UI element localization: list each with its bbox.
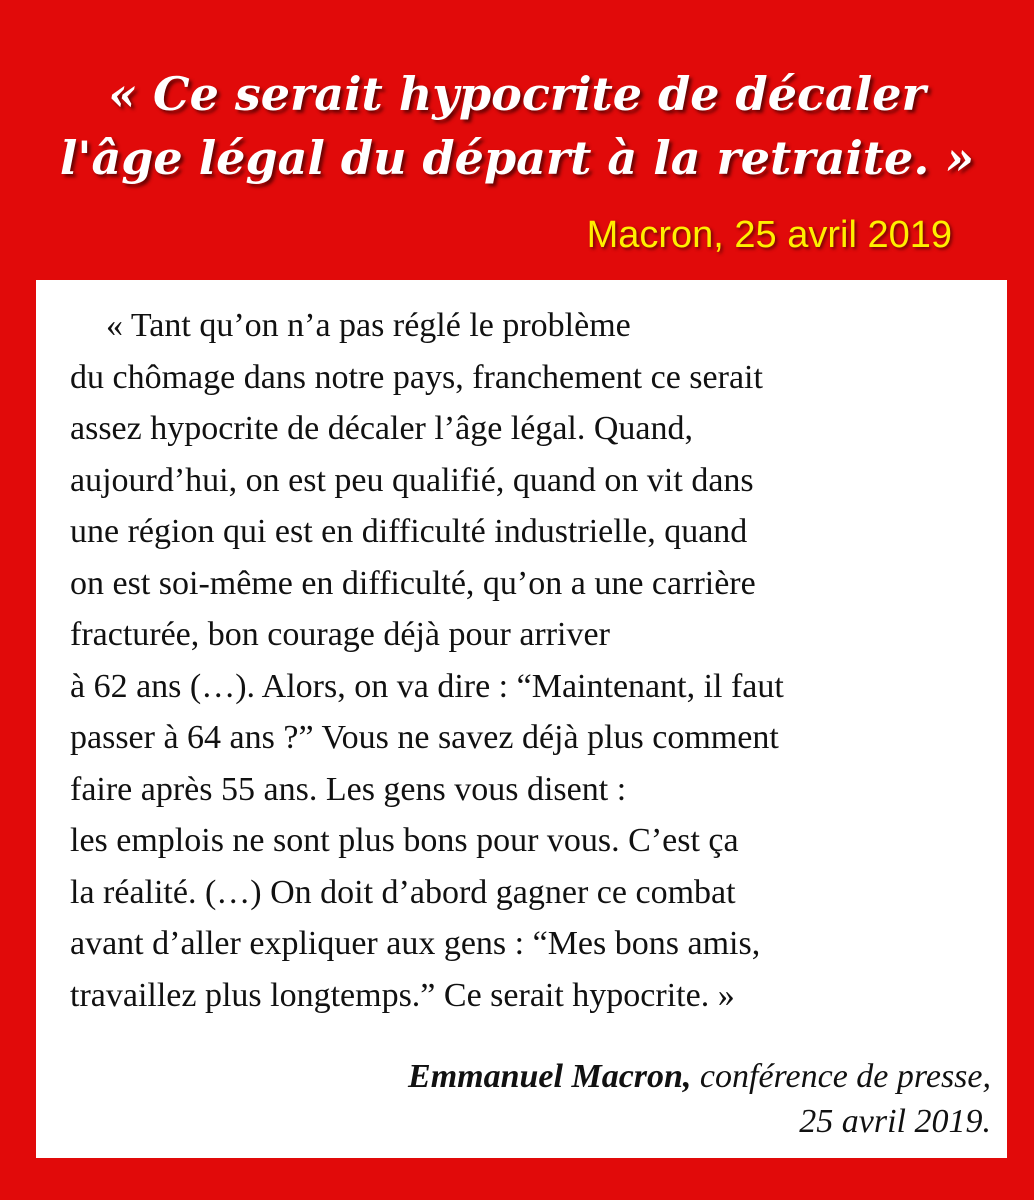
- quote-line: « Tant qu’on n’a pas réglé le problème: [106, 307, 631, 344]
- quote-body: [70, 300, 784, 1021]
- quote-line: on est soi-même en difficulté, qu’on a une carrière: [70, 564, 756, 602]
- quote-line: aujourd’hui, on est peu qualifié, quand on vit dans: [70, 461, 754, 499]
- source-caption: Macron, 25 avril 2019: [586, 214, 952, 256]
- author-name: Emmanuel Macron,: [408, 1058, 692, 1095]
- headline-line: « Ce serait hypocrite de décaler: [108, 67, 926, 121]
- quote-line: du chômage dans notre pays, franchement ce serait: [70, 358, 763, 396]
- quote-line: la réalité. (…) On doit d’abord gagner ce combat: [70, 873, 736, 911]
- quote-line: une région qui est en difficulté industrielle, quand: [70, 513, 748, 550]
- headline: [0, 62, 1034, 190]
- headline-line: l'âge légal du départ à la retraite. »: [59, 131, 975, 185]
- quote-line: les emplois ne sont plus bons pour vous. C’est ça: [70, 822, 739, 859]
- attribution-context: conférence de presse,: [691, 1058, 991, 1095]
- attribution-line: [408, 1054, 991, 1099]
- quote-line: passer à 64 ans ?” Vous ne savez déjà plus comment: [70, 719, 779, 756]
- quote-line: à 62 ans (…). Alors, on va dire : “Maintenant, il faut: [70, 667, 784, 705]
- attribution: [408, 1054, 991, 1144]
- quote-line: assez hypocrite de décaler l’âge légal. Quand,: [70, 410, 694, 447]
- quote-line: faire après 55 ans. Les gens vous disent :: [70, 770, 627, 808]
- header-banner: [0, 0, 1034, 280]
- attribution-date: 25 avril 2019.: [799, 1103, 991, 1140]
- quote-card: [36, 280, 1007, 1158]
- quote-line: fracturée, bon courage déjà pour arriver: [70, 616, 610, 653]
- quote-line: travaillez plus longtemps.” Ce serait hypocrite. »: [70, 976, 735, 1014]
- quote-line: avant d’aller expliquer aux gens : “Mes bons amis,: [70, 925, 761, 962]
